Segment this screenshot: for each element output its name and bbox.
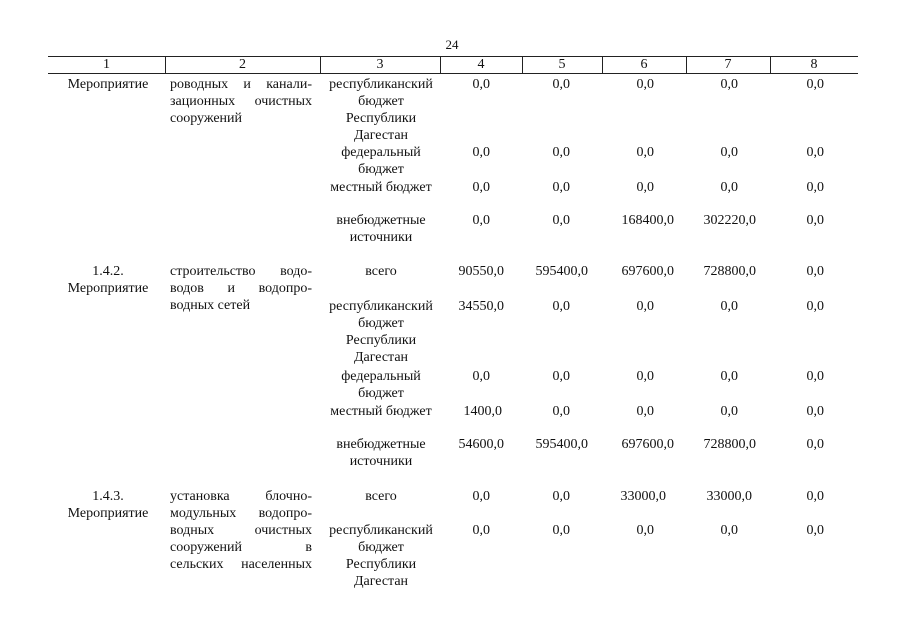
value-col-4: 1400,0 xyxy=(463,404,502,419)
value-col-7: 0,0 xyxy=(720,404,738,419)
value-col-4: 0,0 xyxy=(472,145,490,160)
value-col-6: 0,0 xyxy=(636,299,654,314)
header-bottom-rule xyxy=(48,73,858,74)
event-description-line: зационных очистных xyxy=(170,94,312,109)
value-col-4: 0,0 xyxy=(472,489,490,504)
value-col-5: 0,0 xyxy=(552,369,570,384)
header-col-5: 5 xyxy=(558,57,566,72)
value-col-6: 0,0 xyxy=(636,369,654,384)
funding-source-line: федеральный xyxy=(341,369,421,384)
value-col-8: 0,0 xyxy=(806,523,824,538)
page-number: 24 xyxy=(445,37,459,52)
value-col-6: 0,0 xyxy=(636,404,654,419)
value-col-5: 595400,0 xyxy=(535,437,588,452)
funding-source-line: внебюджетные xyxy=(336,213,426,228)
header-col-7: 7 xyxy=(724,57,732,72)
value-col-5: 0,0 xyxy=(552,404,570,419)
event-type: Мероприятие xyxy=(67,281,149,296)
value-col-6: 0,0 xyxy=(636,77,654,92)
event-description-line: сельских населенных xyxy=(170,557,312,572)
event-description-line: водов и водопро- xyxy=(170,281,312,296)
value-col-4: 0,0 xyxy=(472,213,490,228)
value-col-7: 0,0 xyxy=(720,77,738,92)
value-col-7: 728800,0 xyxy=(703,437,756,452)
funding-source-line: Дагестан xyxy=(353,128,409,143)
event-description-line: роводных и канали- xyxy=(170,77,312,92)
value-col-4: 0,0 xyxy=(472,369,490,384)
value-col-7: 302220,0 xyxy=(703,213,756,228)
header-col-3: 3 xyxy=(376,57,384,72)
value-col-5: 0,0 xyxy=(552,77,570,92)
funding-source-line: источники xyxy=(349,454,413,469)
value-col-6: 0,0 xyxy=(636,180,654,195)
value-col-6: 0,0 xyxy=(636,523,654,538)
value-col-7: 0,0 xyxy=(720,180,738,195)
value-col-8: 0,0 xyxy=(806,437,824,452)
event-description-line: сооружений в xyxy=(170,540,312,555)
event-description-line: строительство водо- xyxy=(170,264,312,279)
value-col-5: 0,0 xyxy=(552,145,570,160)
funding-source-line: местный бюджет xyxy=(330,404,432,419)
value-col-6: 33000,0 xyxy=(620,489,666,504)
value-col-7: 0,0 xyxy=(720,299,738,314)
value-col-8: 0,0 xyxy=(806,404,824,419)
value-col-8: 0,0 xyxy=(806,77,824,92)
value-col-4: 0,0 xyxy=(472,523,490,538)
event-description-line: установка блочно- xyxy=(170,489,312,504)
value-col-5: 0,0 xyxy=(552,213,570,228)
value-col-8: 0,0 xyxy=(806,180,824,195)
event-description-line: водных сетей xyxy=(170,298,251,313)
funding-source-line: Республики xyxy=(345,111,417,126)
value-col-4: 34550,0 xyxy=(458,299,504,314)
funding-source-line: Республики xyxy=(345,557,417,572)
event-description-line: водных очистных xyxy=(170,523,312,538)
value-col-7: 33000,0 xyxy=(706,489,752,504)
funding-source-line: Дагестан xyxy=(353,350,409,365)
value-col-4: 90550,0 xyxy=(458,264,504,279)
event-type: Мероприятие xyxy=(67,77,149,92)
funding-source-line: республиканский xyxy=(329,77,433,92)
funding-source-line: бюджет xyxy=(358,540,404,555)
event-number: 1.4.3. xyxy=(92,489,124,504)
value-col-5: 0,0 xyxy=(552,523,570,538)
funding-source-line: бюджет xyxy=(358,94,404,109)
funding-source-line: бюджет xyxy=(358,162,404,177)
value-col-8: 0,0 xyxy=(806,369,824,384)
value-col-5: 595400,0 xyxy=(535,264,588,279)
value-col-6: 168400,0 xyxy=(621,213,674,228)
event-description-line: сооружений xyxy=(170,111,243,126)
value-col-7: 0,0 xyxy=(720,369,738,384)
value-col-8: 0,0 xyxy=(806,264,824,279)
value-col-6: 697600,0 xyxy=(621,264,674,279)
value-col-8: 0,0 xyxy=(806,299,824,314)
value-col-8: 0,0 xyxy=(806,489,824,504)
funding-source-line: федеральный xyxy=(341,145,421,160)
value-col-8: 0,0 xyxy=(806,213,824,228)
header-col-4: 4 xyxy=(477,57,485,72)
value-col-5: 0,0 xyxy=(552,299,570,314)
funding-source-line: внебюджетные xyxy=(336,437,426,452)
funding-source-line: всего xyxy=(365,489,397,504)
value-col-5: 0,0 xyxy=(552,489,570,504)
value-col-7: 0,0 xyxy=(720,523,738,538)
value-col-6: 0,0 xyxy=(636,145,654,160)
funding-source-line: республиканский xyxy=(329,299,433,314)
header-col-1: 1 xyxy=(103,57,110,72)
funding-source-line: бюджет xyxy=(358,386,404,401)
funding-source-line: Дагестан xyxy=(353,574,409,589)
funding-source-line: всего xyxy=(365,264,397,279)
value-col-8: 0,0 xyxy=(806,145,824,160)
value-col-5: 0,0 xyxy=(552,180,570,195)
event-number: 1.4.2. xyxy=(92,264,124,279)
value-col-4: 0,0 xyxy=(472,77,490,92)
funding-source-line: бюджет xyxy=(358,316,404,331)
value-col-7: 0,0 xyxy=(720,145,738,160)
value-col-4: 54600,0 xyxy=(458,437,504,452)
header-col-2: 2 xyxy=(239,57,246,72)
funding-source-line: Республики xyxy=(345,333,417,348)
funding-source-line: республиканский xyxy=(329,523,433,538)
funding-source-line: источники xyxy=(349,230,413,245)
event-description-line: модульных водопро- xyxy=(170,506,312,521)
value-col-6: 697600,0 xyxy=(621,437,674,452)
value-col-7: 728800,0 xyxy=(703,264,756,279)
header-col-8: 8 xyxy=(810,57,818,72)
value-col-4: 0,0 xyxy=(472,180,490,195)
funding-source-line: местный бюджет xyxy=(330,180,432,195)
event-type: Мероприятие xyxy=(67,506,149,521)
header-col-6: 6 xyxy=(640,57,648,72)
